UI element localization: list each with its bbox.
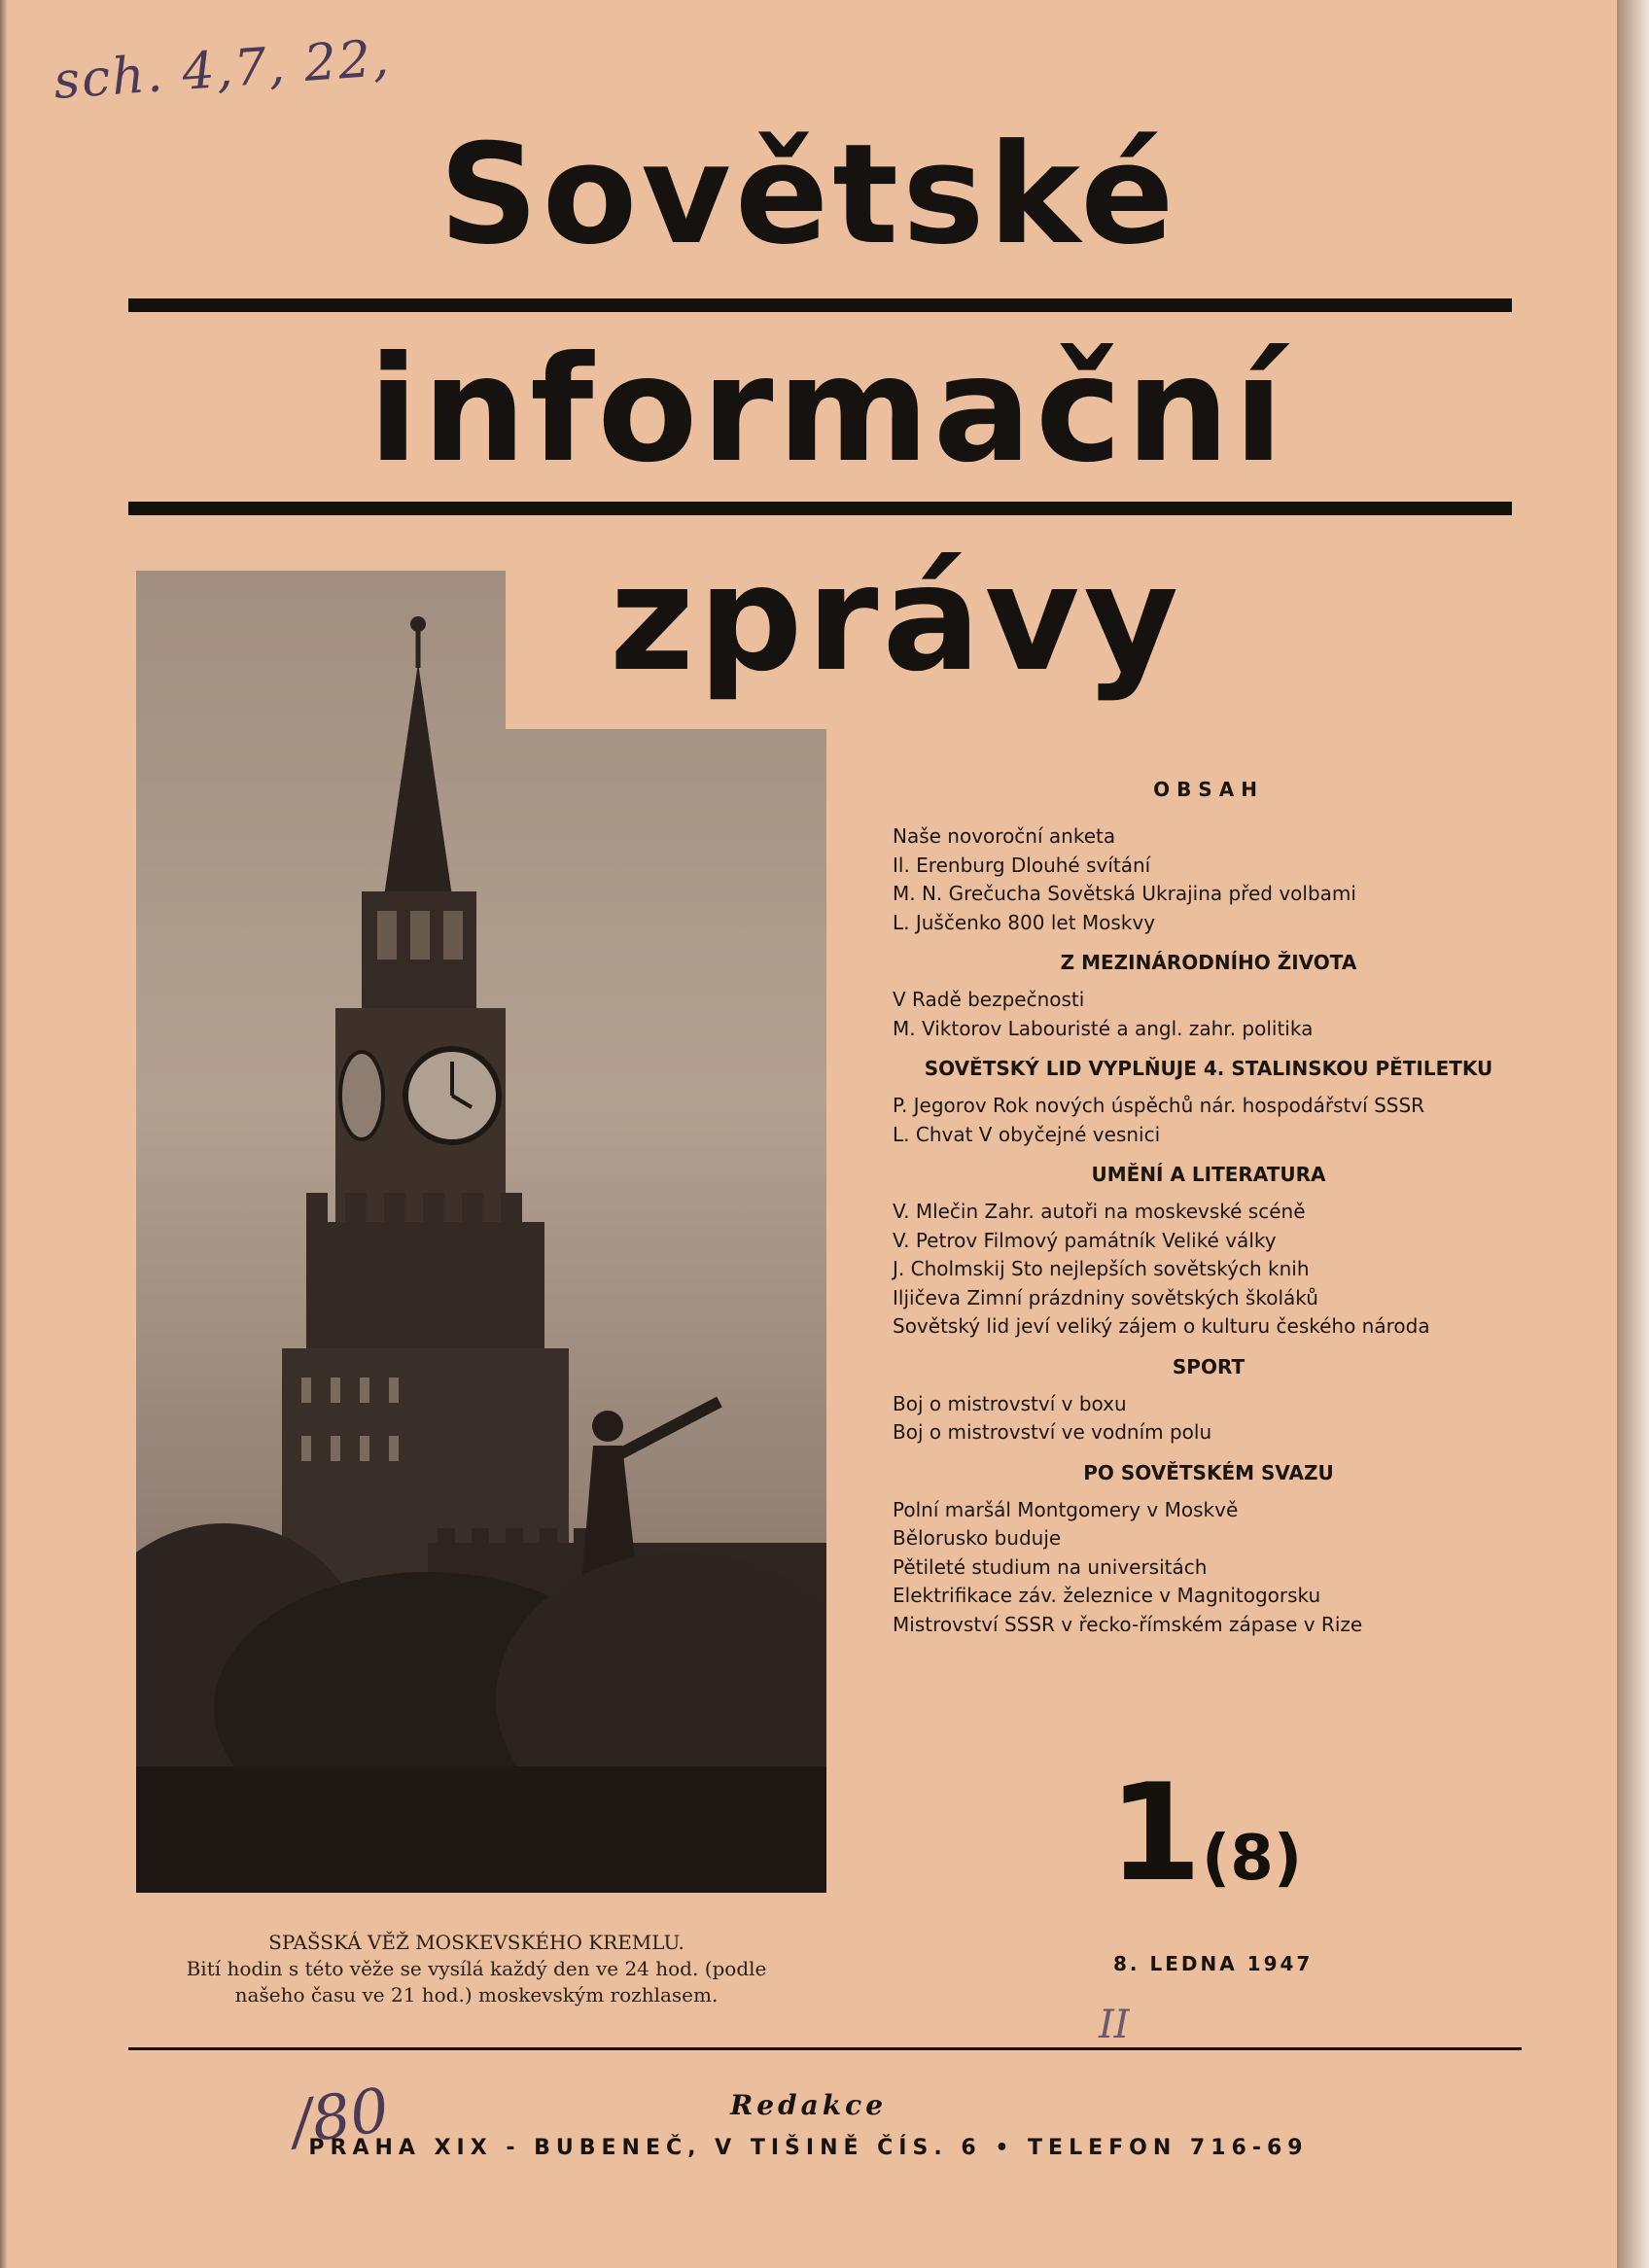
toc-item bbox=[893, 1524, 1563, 1553]
masthead-rule-2 bbox=[128, 502, 1512, 515]
toc-item-title: 800 let Moskvy bbox=[1007, 910, 1156, 934]
toc-section-heading: SOVĚTSKÝ LID VYPLŇUJE 4. STALINSKOU PĚTILETKU bbox=[924, 1057, 1493, 1080]
toc-item bbox=[893, 909, 1563, 938]
toc-item bbox=[893, 1284, 1563, 1313]
toc-item-title: Zimní prázdniny sovětských školáků bbox=[966, 1285, 1318, 1309]
toc-item-title: Sto nejlepších sovětských knih bbox=[1011, 1257, 1310, 1280]
toc-item bbox=[893, 1582, 1563, 1611]
toc-item bbox=[893, 1611, 1563, 1640]
handwritten-note-top: sch. 4,7, 22, bbox=[52, 28, 393, 112]
toc-item bbox=[893, 1092, 1563, 1121]
toc-item-author: L. Juščenko bbox=[893, 910, 1001, 934]
toc-heading: OBSAH bbox=[1153, 778, 1264, 801]
toc-item bbox=[893, 1553, 1563, 1583]
toc-item-title: Polní maršál Montgomery v Moskvě bbox=[893, 1497, 1239, 1521]
toc-item-title: Sovětská Ukrajina před volbami bbox=[1047, 882, 1356, 905]
masthead-rule-1 bbox=[128, 298, 1512, 312]
toc-item bbox=[893, 1015, 1563, 1044]
toc-item-author: P. Jegorov bbox=[893, 1094, 987, 1117]
toc-item-author: M. Viktorov bbox=[893, 1016, 1002, 1040]
toc-section-heading: Z MEZINÁRODNÍHO ŽIVOTA bbox=[1060, 951, 1357, 974]
caption-line: našeho času ve 21 hod.) moskevským rozhlasem. bbox=[234, 1983, 719, 2006]
masthead-line-2: informační bbox=[368, 326, 1288, 495]
issue-number-main: 1 bbox=[1108, 1755, 1203, 1911]
toc-section-heading: PO SOVĚTSKÉM SVAZU bbox=[1083, 1460, 1334, 1484]
toc-item bbox=[893, 1198, 1563, 1227]
table-of-contents bbox=[893, 778, 1563, 1639]
toc-item-title: V obyčejné vesnici bbox=[978, 1122, 1161, 1146]
toc-item-title: V Radě bezpečnosti bbox=[893, 988, 1085, 1011]
toc-item-title: Dlouhé svítání bbox=[1010, 853, 1151, 877]
handwritten-roman-numeral: II bbox=[1099, 2003, 1130, 2047]
caption-line: Bití hodin s této věže se vysílá každý den ve 24 hod. (podle bbox=[186, 1957, 767, 1980]
toc-item bbox=[893, 1496, 1563, 1525]
toc-item-title: Elektrifikace záv. železnice v Magnitogorsku bbox=[893, 1584, 1321, 1607]
toc-item-title: Boj o mistrovství v boxu bbox=[893, 1391, 1127, 1415]
toc-item bbox=[893, 880, 1563, 909]
toc-item-author: Iljičeva bbox=[893, 1285, 961, 1309]
toc-item bbox=[893, 1418, 1563, 1448]
toc-item-title: Filmový památník Veliké války bbox=[983, 1228, 1277, 1252]
caption-title: SPAŠSKÁ VĚŽ MOSKEVSKÉHO KREMLU. bbox=[268, 1931, 684, 1954]
toc-item-author: V. Petrov bbox=[893, 1228, 978, 1252]
toc-item-title: Naše novoroční anketa bbox=[893, 824, 1116, 848]
handwritten-note-bottom: /80 bbox=[287, 2074, 394, 2158]
toc-item bbox=[893, 1390, 1563, 1419]
issue-number bbox=[1108, 1755, 1302, 1911]
toc-item-author: J. Cholmskij bbox=[893, 1257, 1005, 1280]
photo-caption bbox=[126, 1930, 826, 2008]
issue-number-total: (8) bbox=[1202, 1823, 1303, 1895]
toc-item-title: Pětileté studium na universitách bbox=[893, 1554, 1208, 1579]
spasskaya-tower-drawing bbox=[136, 571, 826, 1893]
toc-item bbox=[893, 1121, 1563, 1150]
footer-redakce: Redakce bbox=[729, 2089, 888, 2121]
toc-item-author: V. Mlečin bbox=[893, 1200, 979, 1223]
toc-section-heading: UMĚNÍ A LITERATURA bbox=[1091, 1163, 1326, 1186]
kremlin-tower-photo bbox=[136, 571, 826, 1893]
footer-address: PRAHA XIX - BUBENEČ, V TIŠINĚ ČÍS. 6 • TELEFON 716-69 bbox=[308, 2136, 1309, 2160]
toc-item-author: M. N. Grečucha bbox=[893, 882, 1041, 905]
toc-item-title: Zahr. autoři na moskevské scéně bbox=[984, 1200, 1306, 1223]
footer-rule bbox=[128, 2047, 1522, 2050]
toc-item-author: Il. Erenburg bbox=[893, 853, 1005, 877]
toc-item-title: Labouristé a angl. zahr. politika bbox=[1007, 1016, 1314, 1040]
toc-item-author: L. Chvat bbox=[893, 1122, 973, 1146]
toc-item-title: Rok nových úspěchů nár. hospodářství SSSR bbox=[993, 1094, 1425, 1117]
toc-item bbox=[893, 1255, 1563, 1284]
toc-item-title: Boj o mistrovství ve vodním polu bbox=[893, 1420, 1212, 1444]
toc-item bbox=[893, 1227, 1563, 1256]
toc-item bbox=[893, 986, 1563, 1015]
toc-item bbox=[893, 822, 1563, 852]
masthead-line-3: zprávy bbox=[609, 535, 1183, 704]
toc-section-heading: SPORT bbox=[1172, 1354, 1246, 1378]
toc-item-title: Bělorusko buduje bbox=[893, 1526, 1062, 1550]
issue-date: 8. LEDNA 1947 bbox=[1113, 1952, 1314, 1975]
toc-item-title: Mistrovství SSSR v řecko-římském zápase v Rize bbox=[893, 1612, 1363, 1636]
toc-item-title: Sovětský lid jeví veliký zájem o kulturu českého národa bbox=[893, 1314, 1430, 1338]
staple-edge bbox=[0, 0, 8, 2268]
toc-item bbox=[893, 1312, 1563, 1342]
toc-item bbox=[893, 852, 1563, 881]
masthead-line-1: Sovětské bbox=[439, 115, 1178, 275]
